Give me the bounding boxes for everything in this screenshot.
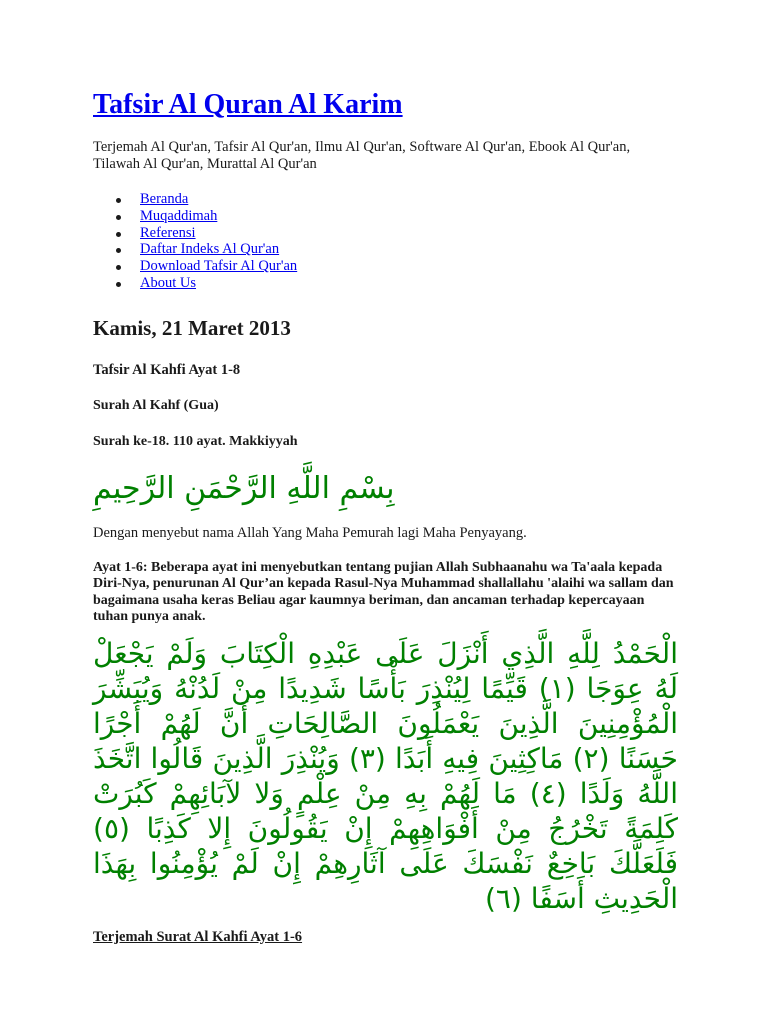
section-heading: Terjemah Surat Al Kahfi Ayat 1-6: [93, 928, 303, 945]
bullet-icon: [116, 265, 121, 270]
nav-link-muqaddimah[interactable]: Muqaddimah: [140, 207, 218, 224]
nav-item-about: [93, 275, 678, 292]
arabic-verses: الْحَمْدُ لِلَّهِ الَّذِي أَنْزَلَ عَلَى عَبْدِهِ الْكِتَابَ وَلَمْ يَجْعَلْ لَهُ عِوَجَا (١) قَيِّمًا لِيُنْذِرَ بَأْسًا شَدِيدًا مِنْ لَدُنْهُ وَيُبَشِّرَ الْمُؤْمِنِينَ الَّذِينَ يَعْمَلُونَ الصَّالِحَاتِ أَنَّ لَهُمْ أَجْرًا حَسَنًا (٢) مَاكِثِينَ فِيهِ أَبَدًا (٣) وَيُنْذِرَ الَّذِينَ قَالُوا اتَّخَذَ اللَّهُ وَلَدًا (٤) مَا لَهُمْ بِهِ مِنْ عِلْمٍ وَلا لآبَائِهِمْ كَبُرَتْ كَلِمَةً تَخْرُجُ مِنْ أَفْوَاهِهِمْ إِنْ يَقُولُونَ إِلا كَذِبًا (٥) فَلَعَلَّكَ بَاخِعٌ نَفْسَكَ عَلَى آثَارِهِمْ إِنْ لَمْ يُؤْمِنُوا بِهَذَا الْحَدِيثِ أَسَفًا (٦): [93, 636, 679, 915]
bullet-icon: [116, 248, 121, 253]
surah-name: Surah Al Kahf (Gua): [93, 397, 219, 413]
nav-link-download[interactable]: Download Tafsir Al Qur'an: [140, 258, 298, 275]
ayat-summary: Ayat 1-6: Beberapa ayat ini menyebutkan tentang pujian Allah Subhaanahu wa Ta'aala kepada Diri-Nya, penurunan Al Qur’an kepada Rasul-Nya Muhammad shallallahu 'alaihi wa sallam dan bagaimana usaha keras Beliau agar kaumnya beriman, dan ancaman terhadap kepercayaan tuhan punya anak.: [93, 559, 674, 625]
bullet-icon: [116, 232, 121, 237]
site-title: [93, 0, 678, 123]
nav-item-referensi: [93, 225, 678, 242]
bullet-icon: [116, 198, 121, 203]
nav-item-beranda: [93, 191, 678, 208]
nav-link-about[interactable]: About Us: [140, 274, 196, 291]
nav-item-muqaddimah: [93, 208, 678, 225]
basmalah-arabic: بِسْمِ اللَّهِ الرَّحْمَنِ الرَّحِيمِ: [93, 470, 395, 506]
nav-link-daftar-indeks[interactable]: Daftar Indeks Al Qur'an: [140, 241, 280, 258]
nav-item-download: [93, 258, 678, 275]
nav-link-referensi[interactable]: Referensi: [140, 224, 196, 241]
post-date: Kamis, 21 Maret 2013: [93, 315, 291, 340]
nav-list: [93, 191, 678, 292]
post-title: Tafsir Al Kahfi Ayat 1-8: [93, 361, 241, 378]
nav-item-daftar-indeks: [93, 241, 678, 258]
bullet-icon: [116, 215, 121, 220]
site-description: Terjemah Al Qur'an, Tafsir Al Qur'an, Ilmu Al Qur'an, Software Al Qur'an, Ebook Al Qur'an, Tilawah Al Qur'an, Murattal Al Qur'an: [93, 139, 631, 172]
surah-info: Surah ke-18. 110 ayat. Makkiyyah: [93, 433, 298, 449]
basmalah-translation: Dengan menyebut nama Allah Yang Maha Pemurah lagi Maha Penyayang.: [93, 524, 527, 541]
nav-link-beranda[interactable]: Beranda: [140, 191, 189, 207]
site-title-link[interactable]: Tafsir Al Quran Al Karim: [93, 89, 403, 120]
bullet-icon: [116, 282, 121, 287]
